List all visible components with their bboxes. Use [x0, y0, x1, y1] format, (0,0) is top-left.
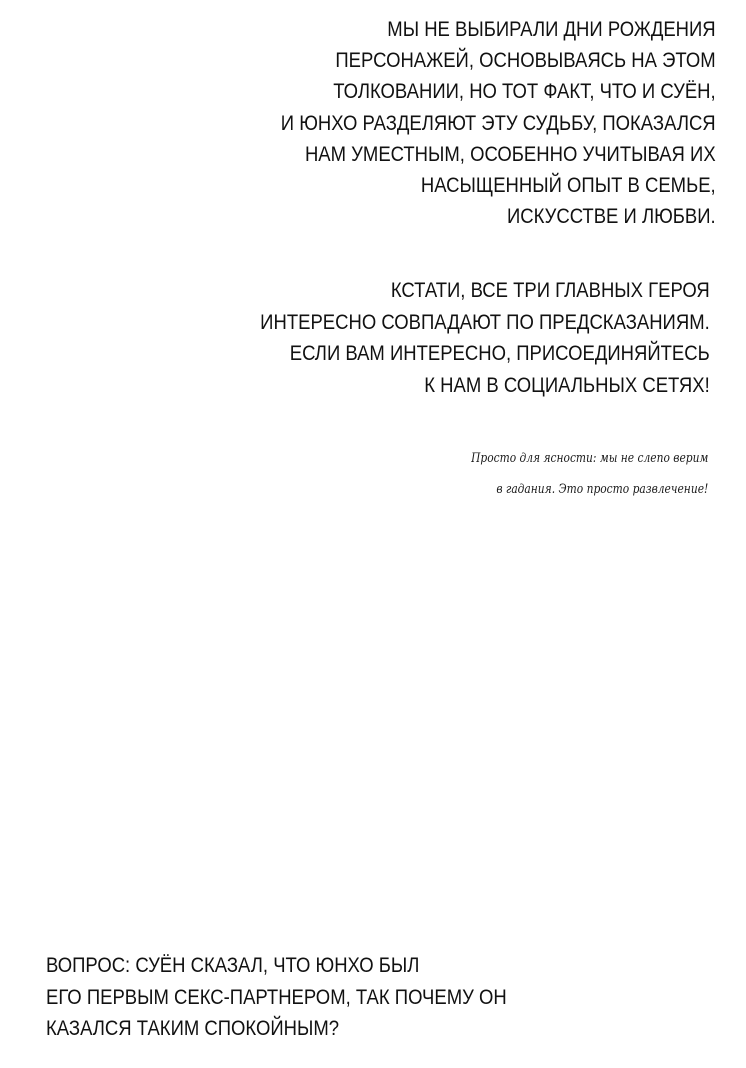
paragraph-line: ЕСЛИ ВАМ ИНТЕРЕСНО, ПРИСОЕДИНЯЙТЕСЬ	[289, 341, 710, 365]
question-paragraph	[46, 950, 507, 1045]
paragraph-line: ТОЛКОВАНИИ, НО ТОТ ФАКТ, ЧТО И СУЁН,	[333, 79, 716, 104]
note-line: Просто для ясности: мы не слепо верим	[470, 451, 708, 466]
question-line: ЕГО ПЕРВЫМ СЕКС-ПАРТНЕРОМ, ТАК ПОЧЕМУ ОН	[46, 984, 507, 1009]
paragraph-line: МЫ НЕ ВЫБИРАЛИ ДНИ РОЖДЕНИЯ	[387, 17, 716, 41]
paragraph-line: ИСКУССТВЕ И ЛЮБВИ.	[507, 204, 716, 229]
paragraph-line: ИНТЕРЕСНО СОВПАДАЮТ ПО ПРЕДСКАЗАНИЯМ.	[260, 309, 710, 334]
social-media-paragraph	[260, 275, 710, 401]
paragraph-line: КСТАТИ, ВСЕ ТРИ ГЛАВНЫХ ГЕРОЯ	[391, 278, 710, 302]
paragraph-line: НАМ УМЕСТНЫМ, ОСОБЕННО УЧИТЫВАЯ ИХ	[305, 141, 716, 166]
paragraph-line: НАСЫЩЕННЫЙ ОПЫТ В СЕМЬЕ,	[421, 173, 716, 198]
paragraph-line: ПЕРСОНАЖЕЙ, ОСНОВЫВАЯСЬ НА ЭТОМ	[335, 48, 716, 73]
paragraph-line: И ЮНХО РАЗДЕЛЯЮТ ЭТУ СУДЬБУ, ПОКАЗАЛСЯ	[281, 110, 716, 135]
question-line: ВОПРОС: СУЁН СКАЗАЛ, ЧТО ЮНХО БЫЛ	[46, 953, 420, 977]
zodiac-explanation-paragraph	[281, 14, 716, 232]
disclaimer-note	[471, 443, 708, 505]
question-line: КАЗАЛСЯ ТАКИМ СПОКОЙНЫМ?	[46, 1016, 340, 1040]
note-line: в гадания. Это просто развлечение!	[496, 482, 708, 497]
paragraph-line: К НАМ В СОЦИАЛЬНЫХ СЕТЯХ!	[424, 372, 710, 397]
